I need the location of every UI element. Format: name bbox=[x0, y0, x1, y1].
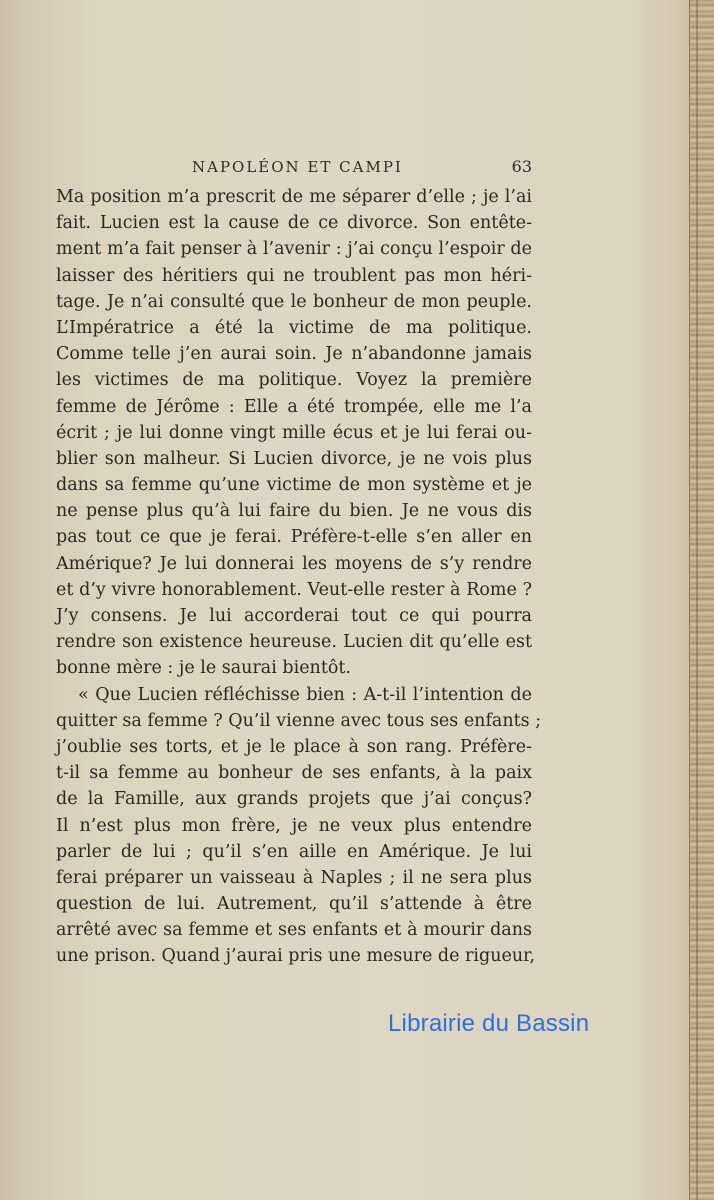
text-line: Amérique? Je lui donnerai les moyens de s’y rendre bbox=[56, 553, 532, 574]
running-head-title: NAPOLÉON ET CAMPI bbox=[192, 158, 403, 176]
text-line: question de lui. Autrement, qu’il s’attende à être bbox=[56, 894, 532, 915]
text-line: une prison. Quand j’aurai pris une mesure de rigueur, bbox=[56, 946, 536, 967]
text-line: J’y consens. Je lui accorderai tout ce qui pourra bbox=[56, 606, 532, 626]
text-line: parler de lui ; qu’il s’en aille en Amérique. Je lui bbox=[56, 841, 532, 862]
text-line: L’Impératrice a été la victime de ma politique. bbox=[56, 317, 532, 338]
text-line: rendre son existence heureuse. Lucien dit qu’elle est bbox=[56, 632, 532, 653]
body-text bbox=[56, 184, 542, 970]
text-line: bonne mère : je le saurai bientôt. bbox=[56, 658, 351, 679]
text-line: laisser des héritiers qui ne troublent pas mon héri- bbox=[56, 265, 532, 286]
text-line: ferai préparer un vaisseau à Naples ; il ne sera plus bbox=[56, 867, 532, 888]
text-line: Il n’est plus mon frère, je ne veux plus entendre bbox=[56, 815, 532, 836]
page-edge bbox=[689, 0, 714, 1200]
text-line: femme de Jérôme : Elle a été trompée, elle me l’a bbox=[56, 396, 532, 417]
text-line: de la Famille, aux grands projets que j’ai conçus? bbox=[56, 789, 532, 810]
watermark-text: Librairie du Bassin bbox=[388, 1010, 590, 1037]
text-line: tage. Je n’ai consulté que le bonheur de mon peuple. bbox=[56, 291, 532, 312]
text-line: fait. Lucien est la cause de ce divorce. Son entête- bbox=[56, 213, 532, 234]
text-line: j’oublie ses torts, et je le place à son rang. Préfère- bbox=[56, 736, 532, 757]
text-line: ment m’a fait penser à l’avenir : j’ai conçu l’espoir de bbox=[56, 239, 532, 260]
text-line: et d’y vivre honorablement. Veut-elle rester à Rome ? bbox=[56, 579, 532, 600]
text-line: Ma position m’a prescrit de me séparer d’elle ; je l’ai bbox=[56, 187, 532, 207]
text-line: arrêté avec sa femme et ses enfants et à mourir dans bbox=[56, 920, 532, 941]
page-number: 63 bbox=[511, 157, 532, 176]
text-line: écrit ; je lui donne vingt mille écus et je lui ferai ou- bbox=[56, 422, 532, 443]
text-line: Comme telle j’en aurai soin. Je n’abandonne jamais bbox=[56, 344, 532, 365]
text-line: t-il sa femme au bonheur de ses enfants, à la paix bbox=[56, 763, 532, 784]
text-line: quitter sa femme ? Qu’il vienne avec tous ses enfants ; bbox=[56, 710, 542, 731]
text-line: « Que Lucien réfléchisse bien : A-t-il l’intention de bbox=[78, 684, 532, 705]
running-head bbox=[56, 150, 532, 184]
text-line: les victimes de ma politique. Voyez la première bbox=[56, 370, 532, 391]
text-line: blier son malheur. Si Lucien divorce, je ne vois plus bbox=[56, 448, 532, 469]
book-page bbox=[56, 150, 542, 970]
text-line: pas tout ce que je ferai. Préfère-t-elle s’en aller en bbox=[56, 527, 532, 548]
text-line: dans sa femme qu’une victime de mon système et je bbox=[56, 475, 532, 496]
text-line: ne pense plus qu’à lui faire du bien. Je ne vous dis bbox=[56, 501, 532, 522]
